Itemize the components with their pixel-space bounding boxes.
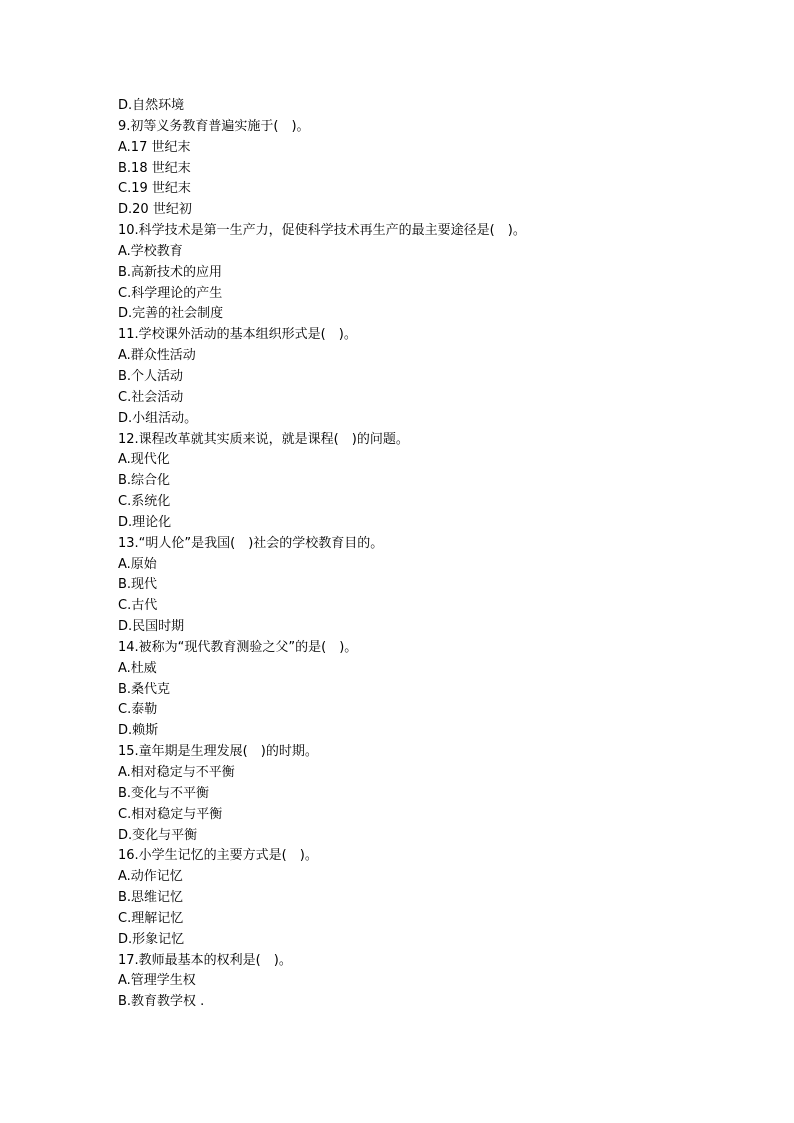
answer-option: D.完善的社会制度 <box>118 306 224 322</box>
question-stem: 11.学校课外活动的基本组织形式是( )。 <box>118 327 357 343</box>
answer-option: C.系统化 <box>118 494 171 510</box>
answer-option: B.思维记忆 <box>118 890 184 906</box>
answer-option: B.18 世纪末 <box>118 160 191 176</box>
answer-option: D.理论化 <box>118 514 172 530</box>
answer-option: D.自然环境 <box>118 98 185 113</box>
answer-option: A.现代化 <box>118 452 170 468</box>
answer-option: B.桑代克 <box>118 681 171 697</box>
answer-option: C.理解记忆 <box>118 910 184 926</box>
answer-option: D.变化与平衡 <box>118 827 198 843</box>
answer-option: B.个人活动 <box>118 368 184 384</box>
answer-option: B.高新技术的应用 <box>118 264 223 280</box>
question-stem: 10.科学技术是第一生产力，促使科学技术再生产的最主要途径是( )。 <box>118 223 526 239</box>
question-stem: 13.“明人伦”是我国( )社会的学校教育目的。 <box>118 535 384 551</box>
answer-option: B.综合化 <box>118 473 171 489</box>
answer-option: C.科学理论的产生 <box>118 285 223 301</box>
answer-option: A.动作记忆 <box>118 869 183 885</box>
answer-option: C.社会活动 <box>118 389 184 405</box>
answer-option: D.20 世纪初 <box>118 202 192 218</box>
answer-option: A.群众性活动 <box>118 348 196 364</box>
answer-option: D.小组活动。 <box>118 410 198 426</box>
question-stem: 15.童年期是生理发展( )的时期。 <box>118 744 318 760</box>
answer-option: C.泰勒 <box>118 702 158 718</box>
answer-option: B.现代 <box>118 577 158 593</box>
question-stem: 14.被称为“现代教育测验之父”的是( )。 <box>118 639 358 655</box>
answer-option: B.变化与不平衡 <box>118 785 210 801</box>
answer-option: A.17 世纪末 <box>118 139 191 155</box>
question-stem: 17.教师最基本的权利是( )。 <box>118 952 292 968</box>
answer-option: D.形象记忆 <box>118 931 185 947</box>
answer-option: D.民国时期 <box>118 619 185 635</box>
answer-option: A.管理学生权 <box>118 973 196 989</box>
answer-option: A.杜威 <box>118 660 157 676</box>
question-stem: 12.课程改革就其实质来说，就是课程( )的问题。 <box>118 431 409 447</box>
answer-option: A.相对稳定与不平衡 <box>118 765 235 780</box>
answer-option: C.19 世纪末 <box>118 181 191 197</box>
question-stem: 16.小学生记忆的主要方式是( )。 <box>118 848 318 864</box>
answer-option: C.相对稳定与平衡 <box>118 806 223 822</box>
answer-option: C.古代 <box>118 598 158 614</box>
answer-option: A.原始 <box>118 556 157 572</box>
answer-option: B.教育教学权 . <box>118 994 205 1010</box>
answer-option: D.赖斯 <box>118 723 159 739</box>
question-list <box>118 96 718 1013</box>
question-stem: 9.初等义务教育普遍实施于( )。 <box>118 118 310 134</box>
answer-option: A.学校教育 <box>118 243 183 259</box>
